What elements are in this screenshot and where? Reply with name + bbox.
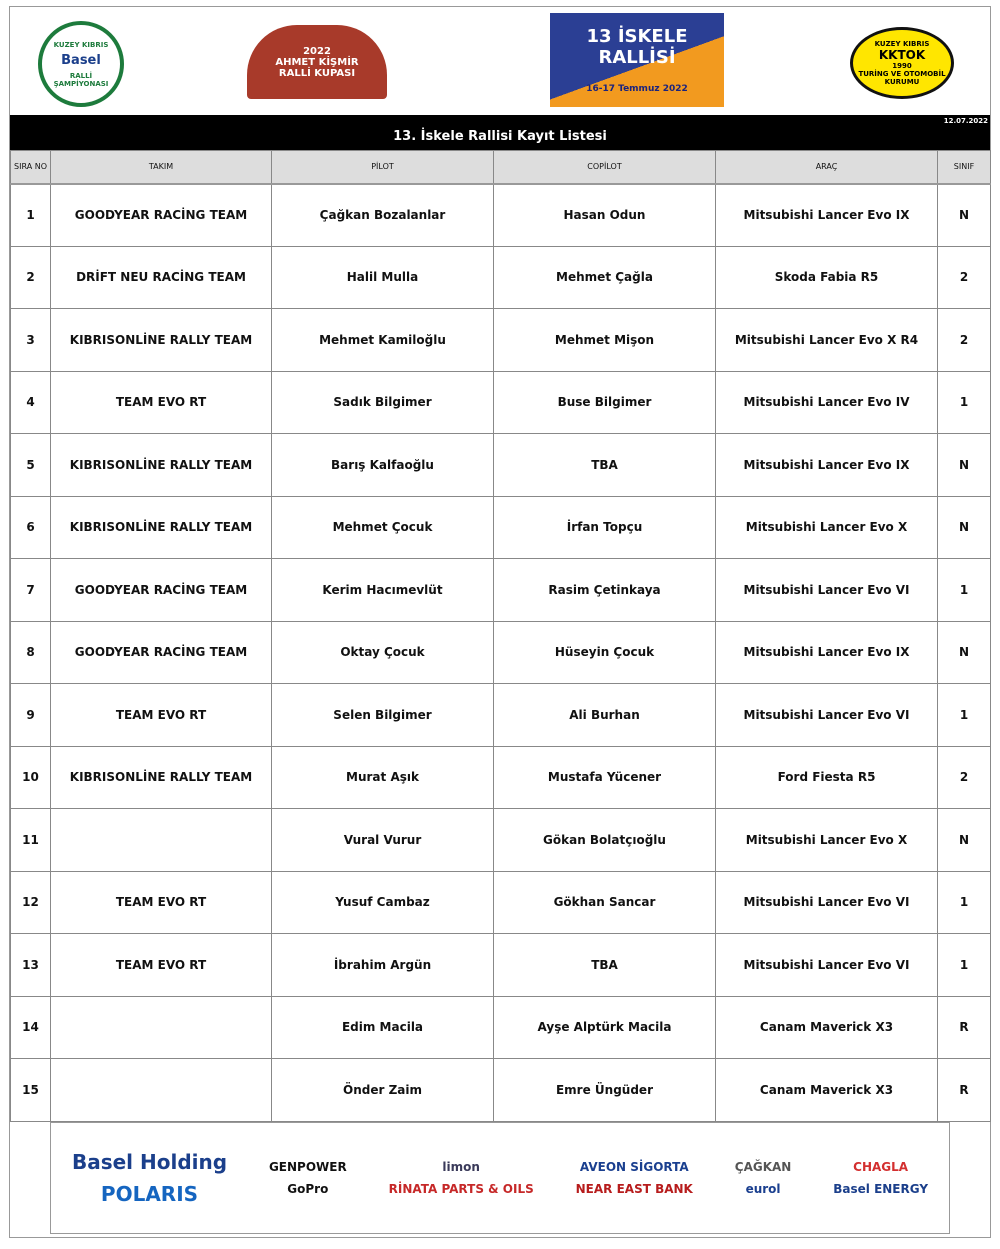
table-cell: TBA (494, 434, 716, 497)
table-cell: 1 (938, 871, 991, 934)
table-cell: Mitsubishi Lancer Evo IX (716, 621, 938, 684)
table-cell: Mitsubishi Lancer Evo X R4 (716, 309, 938, 372)
logo-text: 1990 (892, 62, 912, 70)
table-cell: 14 (11, 996, 51, 1059)
table-cell: DRİFT NEU RACİNG TEAM (51, 246, 272, 309)
table-cell: GOODYEAR RACİNG TEAM (51, 559, 272, 622)
table-cell: Canam Maverick X3 (716, 1059, 938, 1122)
table-cell: Kerim Hacımevlüt (272, 559, 494, 622)
table-cell: Mitsubishi Lancer Evo IX (716, 184, 938, 247)
table-row (11, 1059, 991, 1122)
sponsor-group (576, 1156, 693, 1200)
table-header-row (11, 151, 991, 184)
table-cell: 2 (11, 246, 51, 309)
sponsor-logo: GoPro (287, 1182, 329, 1196)
sponsor-logo: eurol (745, 1182, 781, 1196)
basel-rally-logo (38, 21, 124, 107)
kismir-cup-logo (247, 25, 387, 99)
table-row (11, 434, 991, 497)
table-cell: Mehmet Mişon (494, 309, 716, 372)
logo-text: 16-17 Temmuz 2022 (586, 84, 688, 94)
table-cell: 12 (11, 871, 51, 934)
table-cell: TBA (494, 934, 716, 997)
entry-list-table (10, 150, 991, 1122)
table-cell: Önder Zaim (272, 1059, 494, 1122)
table-cell: KIBRISONLİNE RALLY TEAM (51, 434, 272, 497)
table-cell: 1 (938, 371, 991, 434)
iskele-rally-logo (550, 13, 724, 107)
table-cell: İbrahim Argün (272, 934, 494, 997)
table-cell: Mehmet Kamiloğlu (272, 309, 494, 372)
table-cell: 2 (938, 246, 991, 309)
sponsor-bar (50, 1122, 950, 1234)
table-cell: Yusuf Cambaz (272, 871, 494, 934)
sponsor-logo: RİNATA PARTS & OILS (388, 1182, 534, 1196)
table-cell: İrfan Topçu (494, 496, 716, 559)
table-cell: 8 (11, 621, 51, 684)
table-cell: Mehmet Çağla (494, 246, 716, 309)
table-cell (51, 1059, 272, 1122)
sponsor-logo: Basel Holding (71, 1150, 228, 1174)
sponsor-logo: POLARIS (100, 1182, 199, 1206)
table-row (11, 996, 991, 1059)
logo-text: RALLİ ŞAMPİYONASI (53, 71, 109, 88)
table-cell: 1 (938, 559, 991, 622)
table-cell: 11 (11, 809, 51, 872)
table-cell: Edim Macila (272, 996, 494, 1059)
logo-text: 13 İSKELE RALLİSİ (586, 26, 688, 68)
column-header: COPİLOT (494, 151, 716, 184)
table-cell: Mitsubishi Lancer Evo VI (716, 559, 938, 622)
table-cell: 2 (938, 746, 991, 809)
table-cell: Ali Burhan (494, 684, 716, 747)
sponsor-logo: Basel ENERGY (833, 1182, 929, 1196)
table-row (11, 309, 991, 372)
table-cell: 5 (11, 434, 51, 497)
sponsor-logo: GENPOWER (268, 1160, 347, 1174)
table-row (11, 246, 991, 309)
table-cell: Mitsubishi Lancer Evo VI (716, 684, 938, 747)
column-header: SINIF (938, 151, 991, 184)
table-cell: Gökhan Sancar (494, 871, 716, 934)
table-cell: 13 (11, 934, 51, 997)
table-cell: Mitsubishi Lancer Evo IX (716, 434, 938, 497)
sponsor-logo: ÇAĞKAN (734, 1160, 792, 1174)
table-cell: Buse Bilgimer (494, 371, 716, 434)
table-cell: TEAM EVO RT (51, 871, 272, 934)
table-cell: Mitsubishi Lancer Evo IV (716, 371, 938, 434)
table-cell: Mitsubishi Lancer Evo X (716, 809, 938, 872)
table-cell: R (938, 1059, 991, 1122)
table-cell: Emre Üngüder (494, 1059, 716, 1122)
table-cell: Mustafa Yücener (494, 746, 716, 809)
table-cell: Hüseyin Çocuk (494, 621, 716, 684)
kktok-logo (850, 27, 954, 99)
table-cell: TEAM EVO RT (51, 684, 272, 747)
table-cell: KIBRISONLİNE RALLY TEAM (51, 496, 272, 559)
logo-text: KKTOK (878, 48, 926, 62)
column-header: ARAÇ (716, 151, 938, 184)
table-cell: N (938, 496, 991, 559)
document-date: 12.07.2022 (943, 117, 988, 125)
logo-text: TURİNG VE OTOMOBİL KURUMU (858, 70, 946, 86)
table-cell: 3 (11, 309, 51, 372)
table-cell: Barış Kalfaoğlu (272, 434, 494, 497)
table-cell: Ford Fiesta R5 (716, 746, 938, 809)
sponsor-logo: NEAR EAST BANK (575, 1182, 693, 1196)
table-cell: Mitsubishi Lancer Evo VI (716, 934, 938, 997)
table-cell: Skoda Fabia R5 (716, 246, 938, 309)
table-row (11, 496, 991, 559)
table-cell: Gökan Bolatçıoğlu (494, 809, 716, 872)
table-cell: Mehmet Çocuk (272, 496, 494, 559)
page-title: 13. İskele Rallisi Kayıt Listesi (393, 129, 607, 144)
table-cell: 2 (938, 309, 991, 372)
table-cell: N (938, 621, 991, 684)
table-cell: Canam Maverick X3 (716, 996, 938, 1059)
table-cell: TEAM EVO RT (51, 371, 272, 434)
table-cell: Sadık Bilgimer (272, 371, 494, 434)
table-row (11, 371, 991, 434)
table-row (11, 621, 991, 684)
table-cell: GOODYEAR RACİNG TEAM (51, 621, 272, 684)
logo-text: RALLİ KUPASI (278, 67, 356, 79)
table-cell: 15 (11, 1059, 51, 1122)
table-cell: 6 (11, 496, 51, 559)
table-cell: Mitsubishi Lancer Evo VI (716, 871, 938, 934)
table-row (11, 559, 991, 622)
table-cell: KIBRISONLİNE RALLY TEAM (51, 746, 272, 809)
table-cell: N (938, 184, 991, 247)
sponsor-logo: limon (442, 1160, 480, 1174)
logo-text: KUZEY KIBRIS (874, 40, 930, 48)
table-cell: Rasim Çetinkaya (494, 559, 716, 622)
table-cell: Murat Aşık (272, 746, 494, 809)
table-row (11, 871, 991, 934)
table-cell: 1 (938, 684, 991, 747)
table-cell: TEAM EVO RT (51, 934, 272, 997)
table-cell (51, 996, 272, 1059)
table-cell (51, 809, 272, 872)
table-cell: 10 (11, 746, 51, 809)
sponsor-group (269, 1156, 347, 1200)
sponsor-group (389, 1156, 534, 1200)
column-header: PİLOT (272, 151, 494, 184)
logo-text: KUZEY KIBRIS (53, 40, 109, 49)
sponsor-group (72, 1146, 227, 1210)
table-cell: GOODYEAR RACİNG TEAM (51, 184, 272, 247)
table-cell: KIBRISONLİNE RALLY TEAM (51, 309, 272, 372)
table-cell: Çağkan Bozalanlar (272, 184, 494, 247)
table-cell: R (938, 996, 991, 1059)
sponsor-logo: CHAGLA (853, 1160, 909, 1174)
sponsor-logo: AVEON SİGORTA (579, 1160, 689, 1174)
table-cell: Vural Vurur (272, 809, 494, 872)
table-cell: 9 (11, 684, 51, 747)
column-header: SIRA NO (11, 151, 51, 184)
table-row (11, 746, 991, 809)
column-header: TAKIM (51, 151, 272, 184)
table-cell: 1 (11, 184, 51, 247)
table-cell: Hasan Odun (494, 184, 716, 247)
logo-text: Basel (61, 52, 101, 68)
table-cell: 7 (11, 559, 51, 622)
sponsor-group (735, 1156, 792, 1200)
table-row (11, 934, 991, 997)
logo-text: AHMET KİŞMİR (275, 56, 359, 68)
header-logos (10, 7, 990, 115)
title-bar (10, 115, 990, 150)
table-row (11, 809, 991, 872)
logo-text: 2022 (303, 45, 331, 57)
table-cell: N (938, 809, 991, 872)
sponsor-group (833, 1156, 928, 1200)
table-cell: Ayşe Alptürk Macila (494, 996, 716, 1059)
table-row (11, 684, 991, 747)
table-cell: Selen Bilgimer (272, 684, 494, 747)
table-cell: N (938, 434, 991, 497)
table-cell: Mitsubishi Lancer Evo X (716, 496, 938, 559)
table-row (11, 184, 991, 247)
table-cell: Oktay Çocuk (272, 621, 494, 684)
table-cell: 1 (938, 934, 991, 997)
table-cell: 4 (11, 371, 51, 434)
table-cell: Halil Mulla (272, 246, 494, 309)
